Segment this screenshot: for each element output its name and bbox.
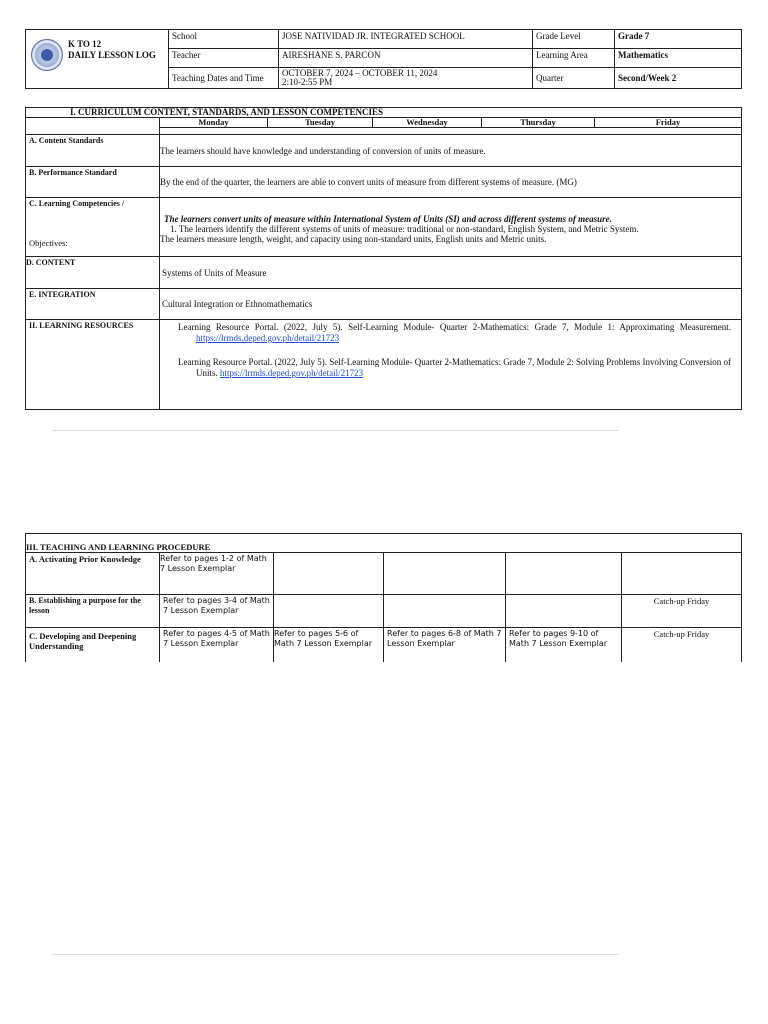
teacher-value: AIRESHANE S. PARCON	[279, 49, 533, 68]
quarter-label: Quarter	[533, 68, 615, 89]
activating-label: A. Activating Prior Knowledge	[26, 553, 160, 595]
content-value: Systems of Units of Measure	[160, 257, 742, 289]
deped-seal-icon	[31, 39, 63, 71]
developing-friday: Catch-up Friday	[622, 628, 742, 663]
spacer-row	[160, 128, 742, 135]
day-monday: Monday	[160, 118, 268, 128]
integration-label: E. INTEGRATION	[26, 289, 160, 320]
school-value: JOSE NATIVIDAD JR. INTEGRATED SCHOOL	[279, 30, 533, 49]
dates-value	[279, 68, 533, 89]
activating-monday: Refer to pages 1-2 of Math 7 Lesson Exemplar	[160, 553, 274, 595]
content-standards-label: A. Content Standards	[26, 135, 160, 167]
purpose-friday: Catch-up Friday	[622, 595, 742, 628]
competencies-label: C. Learning Competencies /	[29, 199, 125, 208]
school-label: School	[169, 30, 279, 49]
competencies-label-cell	[26, 198, 160, 257]
integration-value: Cultural Integration or Ethnomathematics	[160, 289, 742, 320]
content-standards-value: The learners should have knowledge and understanding of conversion of units of measure.	[160, 135, 742, 167]
purpose-monday: Refer to pages 3-4 of Math 7 Lesson Exemplar	[160, 595, 274, 628]
developing-monday: Refer to pages 4-5 of Math 7 Lesson Exemplar	[160, 628, 274, 663]
procedure-section-title: III. TEACHING AND LEARNING PROCEDURE	[26, 534, 742, 553]
objective-1: 1. The learners identify the different systems of units of measure: traditional or non-standard, English System, and Metric System.	[170, 224, 639, 234]
day-friday: Friday	[595, 118, 742, 128]
developing-wednesday: Refer to pages 6-8 of Math 7 Lesson Exemplar	[384, 628, 506, 663]
spacer-label	[26, 128, 160, 135]
log-title	[68, 39, 156, 61]
grade-value: Grade 7	[615, 30, 742, 49]
header-table	[25, 29, 742, 89]
resources-value	[160, 320, 742, 410]
purpose-wednesday	[384, 595, 506, 628]
curriculum-table	[25, 107, 742, 410]
page-divider-2	[52, 954, 619, 955]
resources-label: II. LEARNING RESOURCES	[26, 320, 160, 410]
performance-standard-value: By the end of the quarter, the learners are able to convert units of measure from different systems of measure. (MG)	[160, 167, 742, 198]
procedure-table	[25, 533, 742, 662]
objective-2: The learners measure length, weight, and capacity using non-standard units, English units and Metric units.	[160, 234, 547, 244]
developing-label: C. Developing and Deepening Understanding	[26, 628, 160, 663]
developing-thursday: Refer to pages 9-10 of Math 7 Lesson Exemplar	[506, 628, 622, 663]
objectives-label: Objectives:	[29, 238, 68, 248]
area-label: Learning Area	[533, 49, 615, 68]
purpose-tuesday	[274, 595, 384, 628]
day-tuesday: Tuesday	[268, 118, 373, 128]
area-value: Mathematics	[615, 49, 742, 68]
quarter-value: Second/Week 2	[615, 68, 742, 89]
log-title-line1: K TO 12	[68, 39, 102, 49]
activating-tuesday	[274, 553, 384, 595]
resource-1-link[interactable]: https://lrmds.deped.gov.ph/detail/21723	[196, 333, 340, 343]
purpose-label: B. Establishing a purpose for the lesson	[26, 595, 160, 628]
content-label: D. CONTENT	[26, 257, 160, 289]
day-wednesday: Wednesday	[373, 118, 482, 128]
activating-wednesday	[384, 553, 506, 595]
competencies-value	[160, 198, 742, 257]
resource-1	[160, 322, 731, 344]
resource-1-text: Learning Resource Portal. (2022, July 5). Self-Learning Module- Quarter 2-Mathematics: Grade 7, Module 1: Approximating Measurement.	[178, 322, 731, 332]
curriculum-section-title: I. CURRICULUM CONTENT, STANDARDS, AND LESSON COMPETENCIES	[26, 108, 742, 118]
competency-main: The learners convert units of measure within International System of Units (SI) and across different systems of measure.	[164, 214, 612, 224]
days-blank	[26, 118, 160, 128]
purpose-thursday	[506, 595, 622, 628]
activating-friday	[622, 553, 742, 595]
resource-2-text: Learning Resource Portal. (2022, July 5). Self-Learning Module- Quarter 2-Mathematics: Grade 7, Module 2: Solving Problems Involving Conversion of Units.	[178, 357, 731, 378]
log-title-line2: DAILY LESSON LOG	[68, 50, 156, 60]
day-thursday: Thursday	[482, 118, 595, 128]
time-range: 2:10-2:55 PM	[282, 77, 333, 87]
resource-2	[160, 357, 731, 379]
resource-2-link[interactable]: https://lrmds.deped.gov.ph/detail/21723	[220, 368, 364, 378]
grade-label: Grade Level	[533, 30, 615, 49]
teacher-label: Teacher	[169, 49, 279, 68]
dates-range: OCTOBER 7, 2024 – OCTOBER 11, 2024	[282, 68, 438, 78]
developing-tuesday: Refer to pages 5-6 of Math 7 Lesson Exemplar	[274, 628, 384, 663]
page-divider-1	[52, 430, 619, 431]
logo-cell	[26, 30, 169, 89]
dates-label: Teaching Dates and Time	[169, 68, 279, 89]
performance-standard-label: B. Performance Standard	[26, 167, 160, 198]
activating-thursday	[506, 553, 622, 595]
